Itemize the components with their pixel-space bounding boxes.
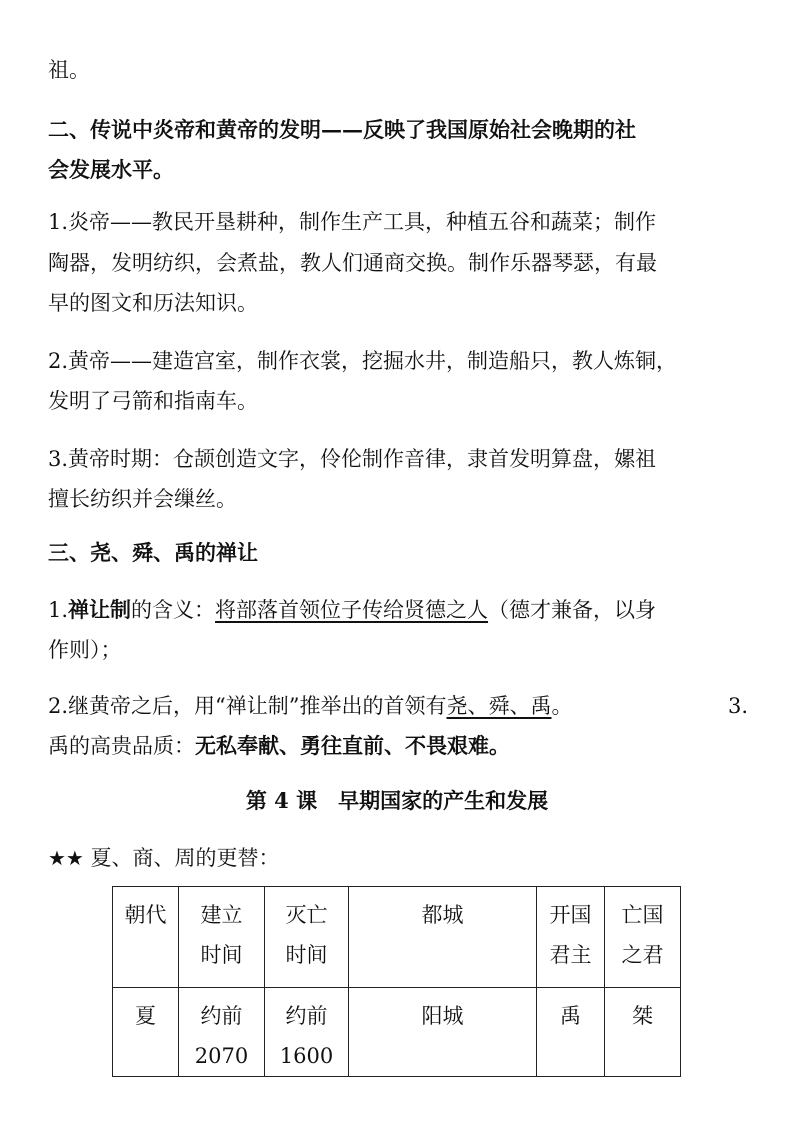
- header-cell: 建立 时间: [179, 887, 265, 988]
- yu-qualities-prefix: 禹的高贵品质：: [48, 734, 195, 758]
- table-header-row: [113, 887, 681, 988]
- yu-qualities: [48, 733, 748, 759]
- cell-dynasty: 夏: [113, 988, 179, 1077]
- definition-underlined: 将部落首领位子传给贤德之人: [215, 598, 489, 622]
- header-cell: 亡国 之君: [605, 887, 681, 988]
- header-cell: 灭亡 时间: [265, 887, 349, 988]
- section-3-heading: 三、尧、舜、禹的禅让: [48, 540, 258, 565]
- star-icon: ★★: [48, 846, 84, 870]
- huangdi-line-2: 发明了弓箭和指南车。: [48, 389, 258, 413]
- successors-names: 尧、舜、禹: [446, 694, 552, 718]
- successors-line: [48, 693, 748, 719]
- shanrang-term: 禅让制: [68, 597, 132, 622]
- dynasty-table: [112, 886, 681, 1077]
- cell-founded: 约前 2070: [179, 988, 265, 1077]
- yu-qualities-bold: 无私奉献、勇往直前、不畏艰难。: [195, 733, 510, 758]
- yandi-line-3: 早的图文和历法知识。: [48, 291, 258, 315]
- table-row: [113, 988, 681, 1077]
- yandi-line-2: 陶器，发明纺织，会煮盐，教人们通商交换。制作乐器琴瑟，有最: [48, 251, 657, 275]
- lesson-title: 第 4 课 早期国家的产生和发展: [245, 788, 549, 813]
- item-3-number: 3.: [727, 694, 748, 718]
- paragraph-tail: 祖。: [48, 58, 90, 82]
- definition-label: 的含义：: [131, 598, 216, 622]
- subtitle-text: 夏、商、周的更替：: [90, 846, 280, 870]
- huangdi-era-line-2: 擅长纺织并会缫丝。: [48, 487, 237, 511]
- shanrang-definition-cont: 作则）；: [48, 638, 122, 662]
- cell-last-ruler: 桀: [605, 988, 681, 1077]
- successors-prefix: 2.继黄帝之后，用“禅让制”推举出的首领有: [48, 694, 447, 718]
- huangdi-era-line-1: 3.黄帝时期：仓颉创造文字，伶伦制作音律，隶首发明算盘，嫘祖: [48, 447, 657, 471]
- section-2-heading-cont: 会发展水平。: [48, 157, 174, 182]
- lesson-subtitle: [48, 845, 748, 871]
- huangdi-line-1: 2.黄帝——建造宫室，制作衣裳，挖掘水井，制造船只，教人炼铜，: [48, 349, 678, 373]
- header-cell: 朝代: [113, 887, 179, 988]
- successors-end: 。: [551, 694, 573, 718]
- yandi-line-1: 1.炎帝——教民开垦耕种，制作生产工具，种植五谷和蔬菜；制作: [48, 210, 657, 234]
- item-number: 1.: [48, 598, 69, 622]
- header-cell: 都城: [349, 887, 537, 988]
- cell-fallen: 约前 1600: [265, 988, 349, 1077]
- cell-founder: 禹: [537, 988, 605, 1077]
- header-cell: 开国 君主: [537, 887, 605, 988]
- cell-capital: 阳城: [349, 988, 537, 1077]
- section-2-heading: 二、传说中炎帝和黄帝的发明——反映了我国原始社会晚期的社: [48, 117, 636, 142]
- shanrang-definition: [48, 597, 748, 623]
- definition-tail: （德才兼备，以身: [488, 598, 657, 622]
